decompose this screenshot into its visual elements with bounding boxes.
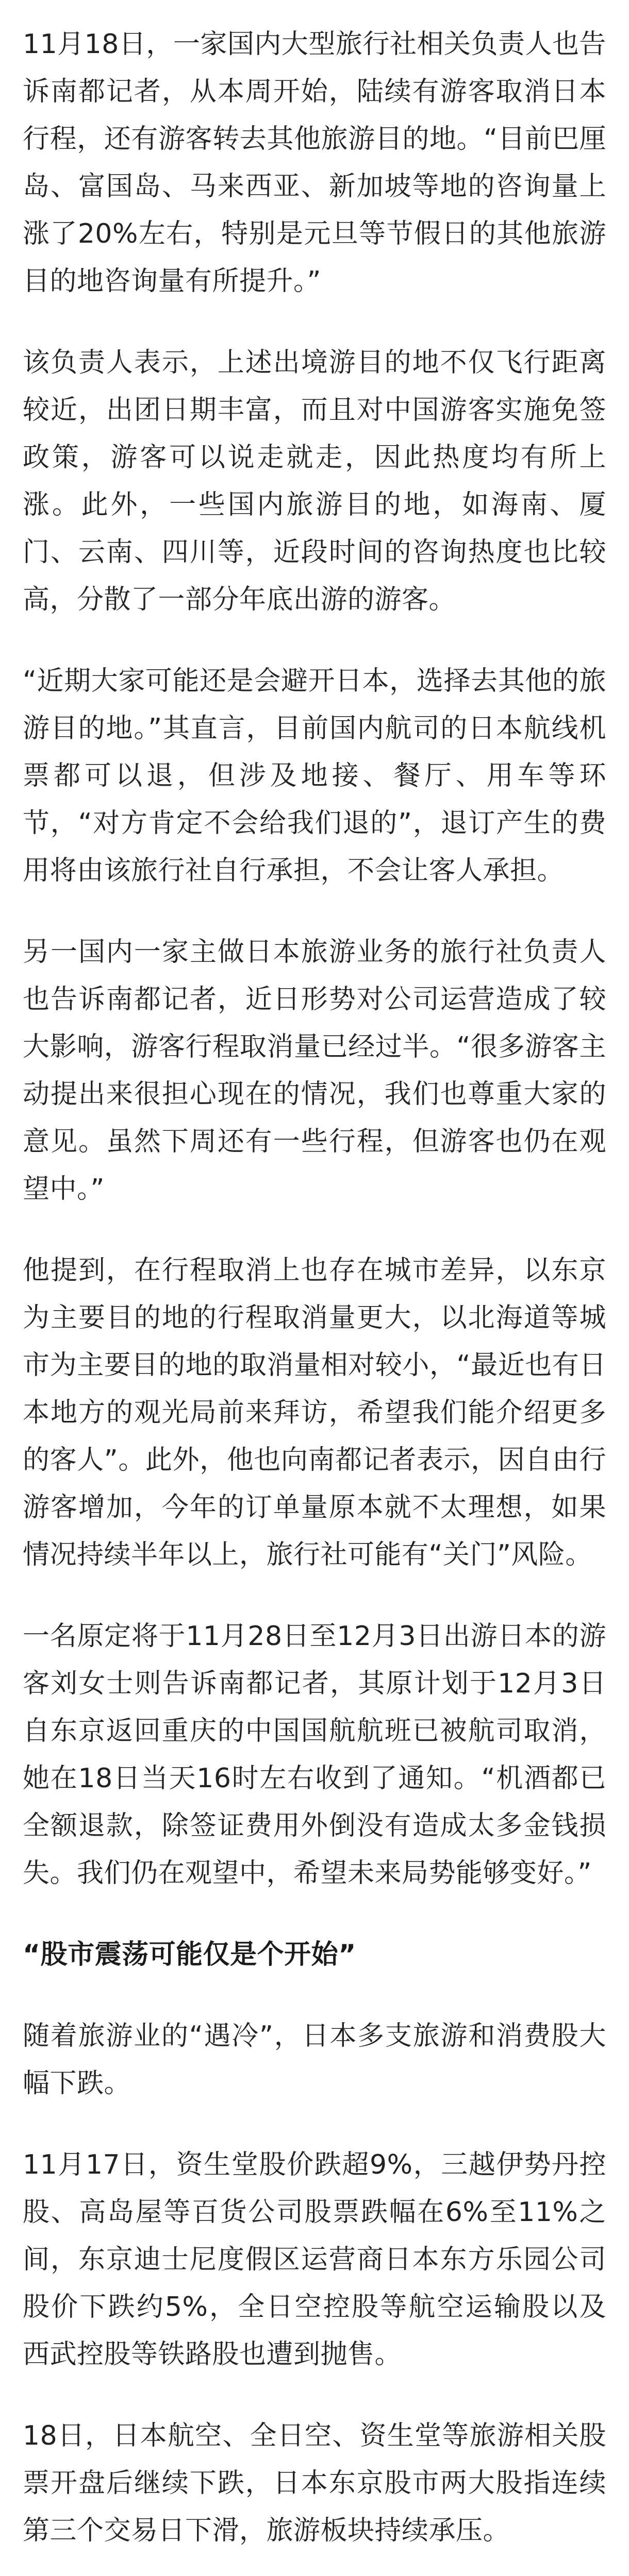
section-subheading: “股市震荡可能仅是个开始”	[23, 1939, 356, 1970]
article-paragraph: 随着旅游业的“遇冷”，日本多支旅游和消费股大幅下跌。	[23, 2021, 606, 2099]
article-paragraph: 11月17日，资生堂股价跌超9%，三越伊势丹控股、高岛屋等百货公司股票跌幅在6%至11%之间，东京迪士尼度假区运营商日本东方乐园公司股价下跌约5%，全日空控股等航空运输股以及西武控股等铁路股也遭到抛售。	[23, 2149, 606, 2370]
article-paragraph: “近期大家可能还是会避开日本，选择去其他的旅游目的地。”其直言，目前国内航司的日本航线机票都可以退，但涉及地接、餐厅、用车等环节，“对方肯定不会给我们退的”，退订产生的费用将由该旅行社自行承担，不会让客人承担。	[23, 666, 606, 886]
article-paragraph: 他提到，在行程取消上也存在城市差异，以东京为主要目的地的行程取消量更大，以北海道等城市为主要目的地的取消量相对较小，“最近也有日本地方的观光局前来拜访，希望我们能介绍更多的客人”。此外，他也向南都记者表示，因自由行游客增加，今年的订单量原本就不太理想，如果情况持续半年以上，旅行社可能有“关门”风险。	[23, 1255, 606, 1570]
article-paragraph: 另一国内一家主做日本旅游业务的旅行社负责人也告诉南都记者，近日形势对公司运营造成了较大影响，游客行程取消量已经过半。“很多游客主动提出来很担心现在的情况，我们也尊重大家的意见。虽然下周还有一些行程，但游客也仍在观望中。”	[23, 937, 606, 1205]
article-paragraph: 一名原定将于11月28日至12月3日出游日本的游客刘女士则告诉南都记者，其原计划于12月3日自东京返回重庆的中国国航航班已被航司取消，她在18日当天16时左右收到了通知。“机酒都已全额退款，除签证费用外倒没有造成太多金钱损失。我们仍在观望中，希望未来局势能够变好。”	[23, 1621, 606, 1889]
article-paragraph: 18日，日本航空、全日空、资生堂等旅游相关股票开盘后继续下跌，日本东京股市两大股指连续第三个交易日下滑，旅游板块持续承压。	[23, 2420, 606, 2546]
article-paragraph: 11月18日，一家国内大型旅行社相关负责人也告诉南都记者，从本周开始，陆续有游客取消日本行程，还有游客转去其他旅游目的地。“目前巴厘岛、富国岛、马来西亚、新加坡等地的咨询量上涨了20%左右，特别是元旦等节假日的其他旅游目的地咨询量有所提升。”	[23, 29, 606, 297]
article-paragraph: 该负责人表示，上述出境游目的地不仅飞行距离较近，出团日期丰富，而且对中国游客实施免签政策，游客可以说走就走，因此热度均有所上涨。此外，一些国内旅游目的地，如海南、厦门、云南、四川等，近段时间的咨询热度也比较高，分散了一部分年底出游的游客。	[23, 347, 606, 615]
